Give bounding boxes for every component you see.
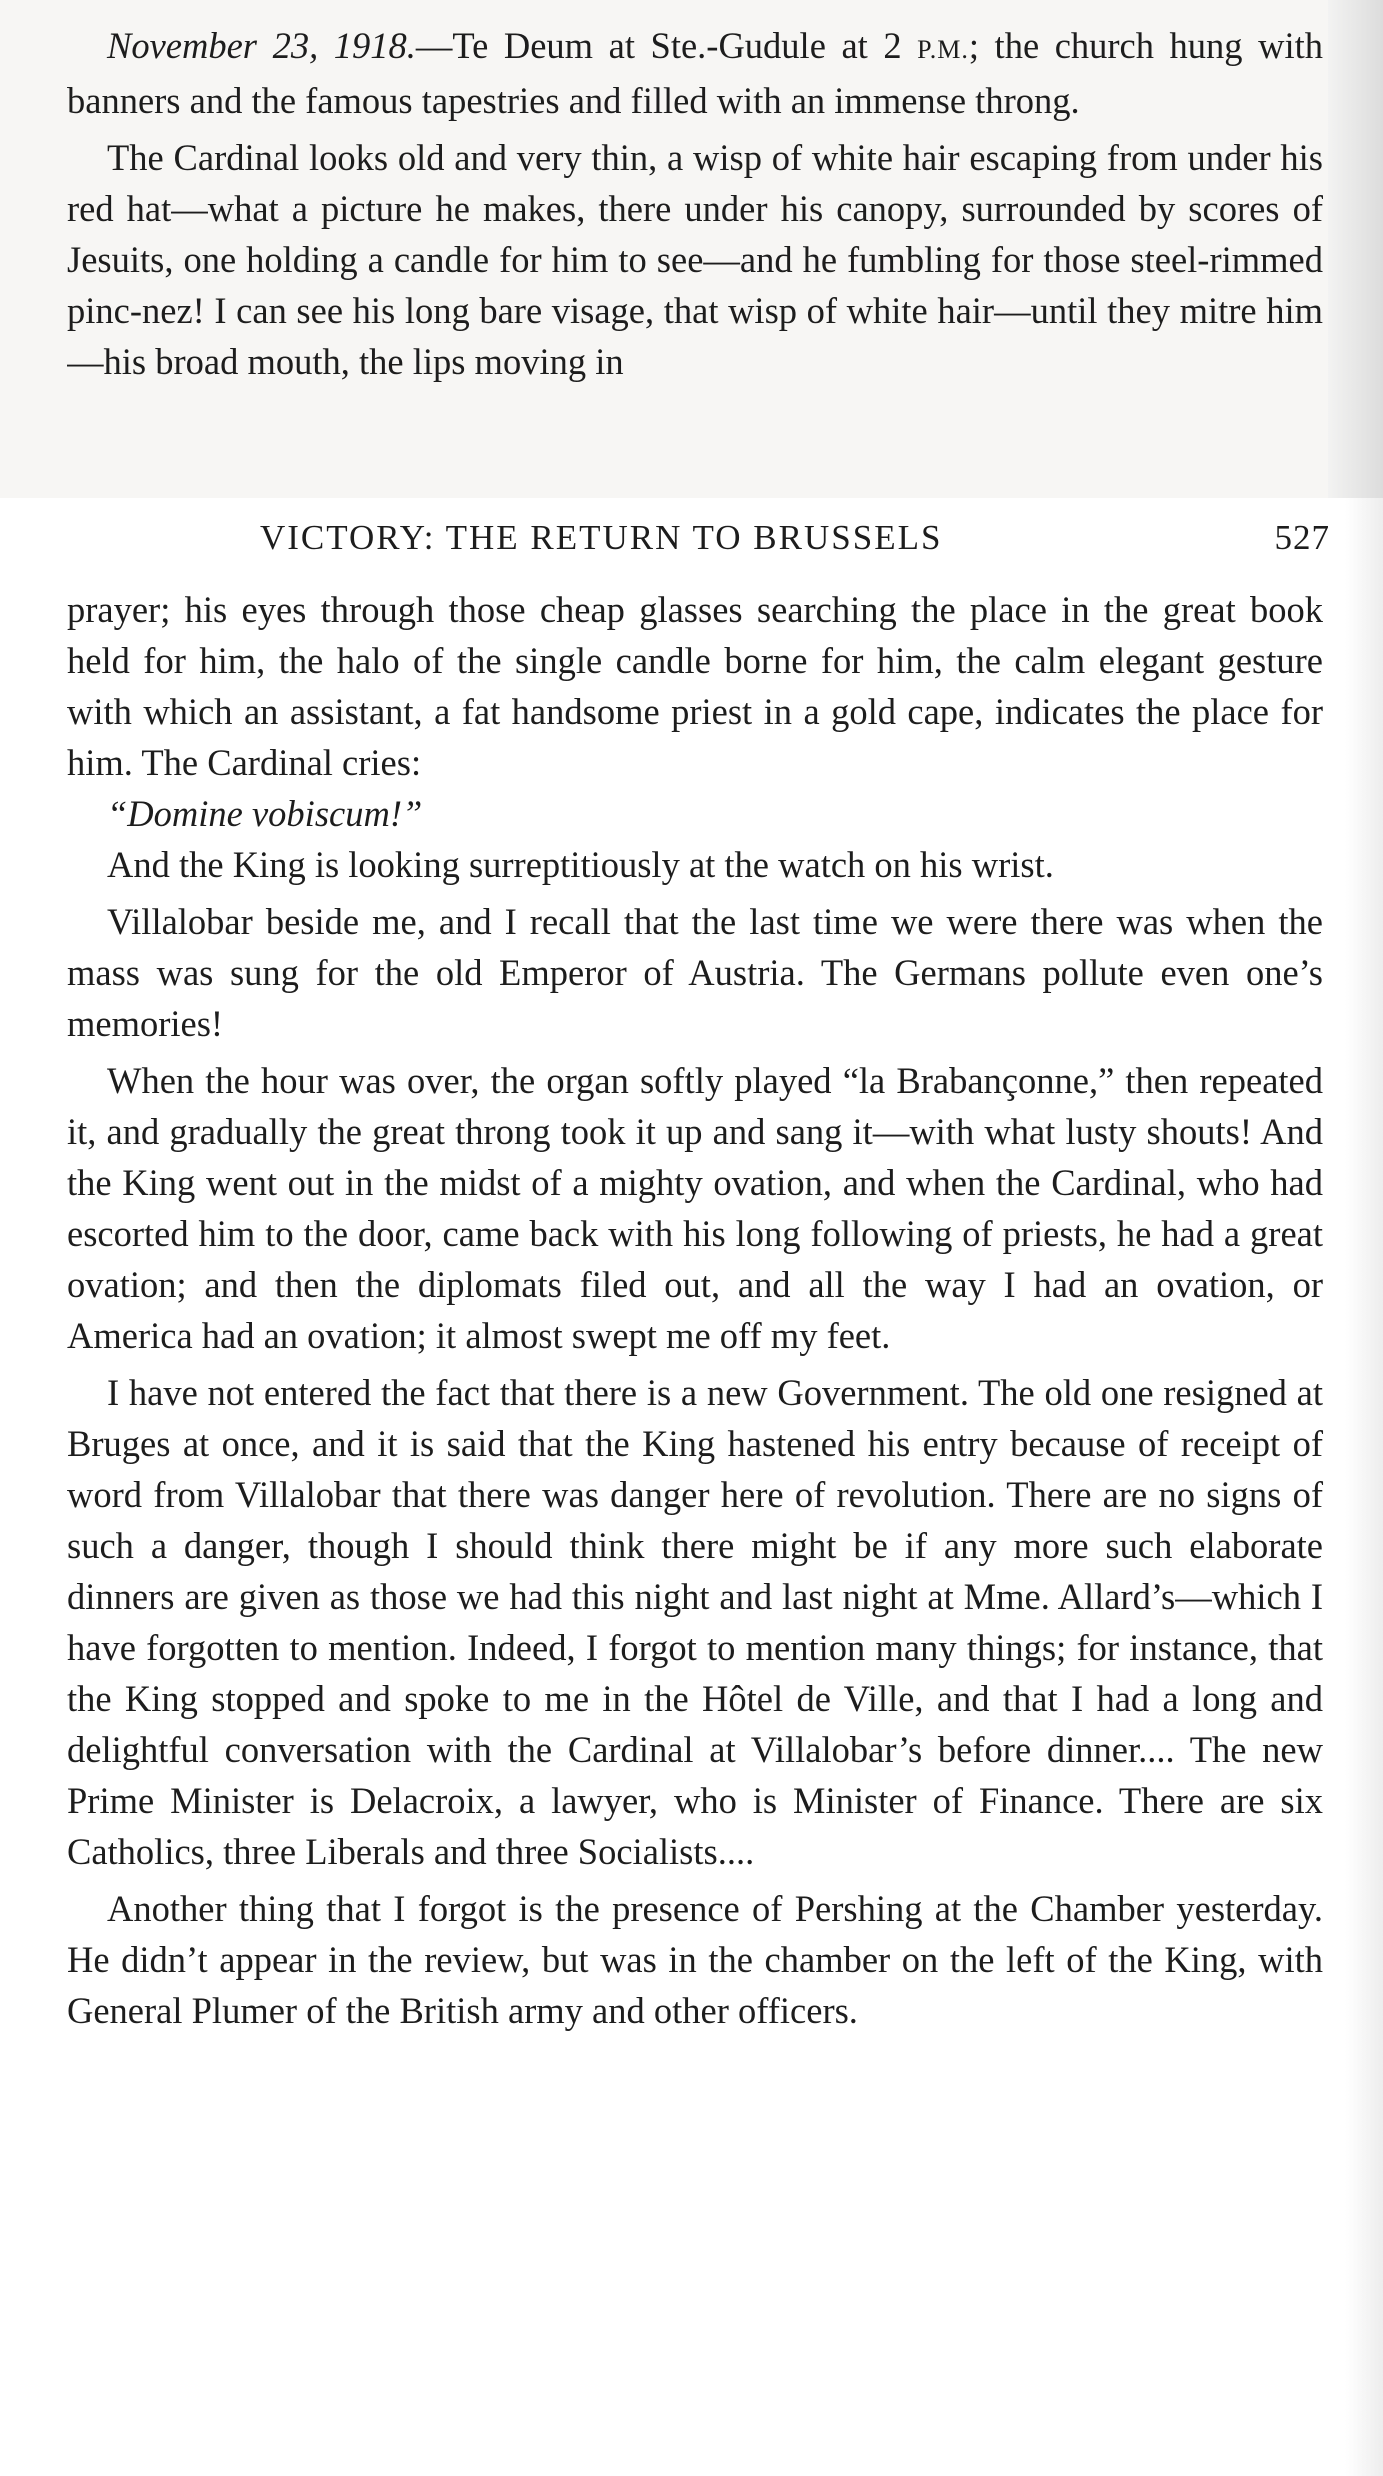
running-head xyxy=(260,518,1330,568)
continuation-paragraph: prayer; his eyes through those cheap glasses searching the place in the great book held for him, the halo of the single candle borne for him, the calm elegant gesture with which an assistant, a fat handsome priest in a gold cape, indicates the place for him. The Cardinal cries: xyxy=(67,589,1323,783)
time-marker: P.M. xyxy=(917,35,969,64)
cardinal-paragraph: The Cardinal looks old and very thin, a wisp of white hair escaping from under his red hat—what a picture he makes, there under his canopy, surrounded by scores of Jesuits, one holding a candle for him to see—and he fumbling for those steel-rimmed pinc-nez! I can see his long bare visage, that wisp of white hair—until they mitre him—his broad mouth, the lips moving in xyxy=(67,137,1323,382)
chapter-title: VICTORY: THE RETURN TO BRUSSELS xyxy=(260,518,943,557)
previous-page-fragment xyxy=(0,0,1383,498)
page-edge-shadow xyxy=(1328,0,1383,498)
villalobar-paragraph: Villalobar beside me, and I recall that the last time we were there was when the mass was sung for the old Emperor of Austria. The Germans pollute even one’s memories! xyxy=(67,901,1323,1044)
entry-dateline: November 23, 1918. xyxy=(107,25,416,66)
previous-page-text xyxy=(67,20,1323,490)
latin-quote: “Domine vobiscum!” xyxy=(107,793,423,834)
entry-text-before-time: —Te Deum at Ste.-Gudule at 2 xyxy=(415,25,918,66)
page-body xyxy=(67,584,1323,2036)
page-number: 527 xyxy=(1274,518,1330,557)
pershing-paragraph: Another thing that I forgot is the presence of Pershing at the Chamber yesterday. He didn’t appear in the review, but was in the chamber on the left of the King, with General Plumer of the British army and other officers. xyxy=(67,1888,1323,2031)
page-edge-shadow xyxy=(1345,498,1383,2476)
diary-entry-paragraph xyxy=(67,20,1323,126)
hour-over-paragraph: When the hour was over, the organ softly played “la Brabançonne,” then repeated it, and gradually the great throng took it up and sang it—with what lusty shouts! And the King went out in the midst of a mighty ovation, and when the Cardinal, who had escorted him to the door, came back with his long following of priests, he had a great ovation; and then the diplomats filed out, and all the way I had an ovation, or America had an ovation; it almost swept me off my feet. xyxy=(67,1060,1323,1356)
entry-text-after-time: ; the church hung with banners and the famous tapestries and filled with an immense throng. xyxy=(67,25,1323,121)
government-paragraph: I have not entered the fact that there is a new Government. The old one resigned at Bruges at once, and it is said that the King hastened his entry because of receipt of word from Villalobar that there was danger here of revolution. There are no signs of such a danger, though I should think there might be if any more such elaborate dinners are given as those we had this night and last night at Mme. Allard’s—which I have forgotten to mention. Indeed, I forgot to mention many things; for instance, that the King stopped and spoke to me in the Hôtel de Ville, and that I had a long and delightful conversation with the Cardinal at Villalobar’s before dinner.... The new Prime Minister is Delacroix, a lawyer, who is Minister of Finance. There are six Catholics, three Liberals and three Socialists.... xyxy=(67,1372,1323,1872)
king-watch-paragraph: And the King is looking surreptitiously at the watch on his wrist. xyxy=(107,844,1054,885)
